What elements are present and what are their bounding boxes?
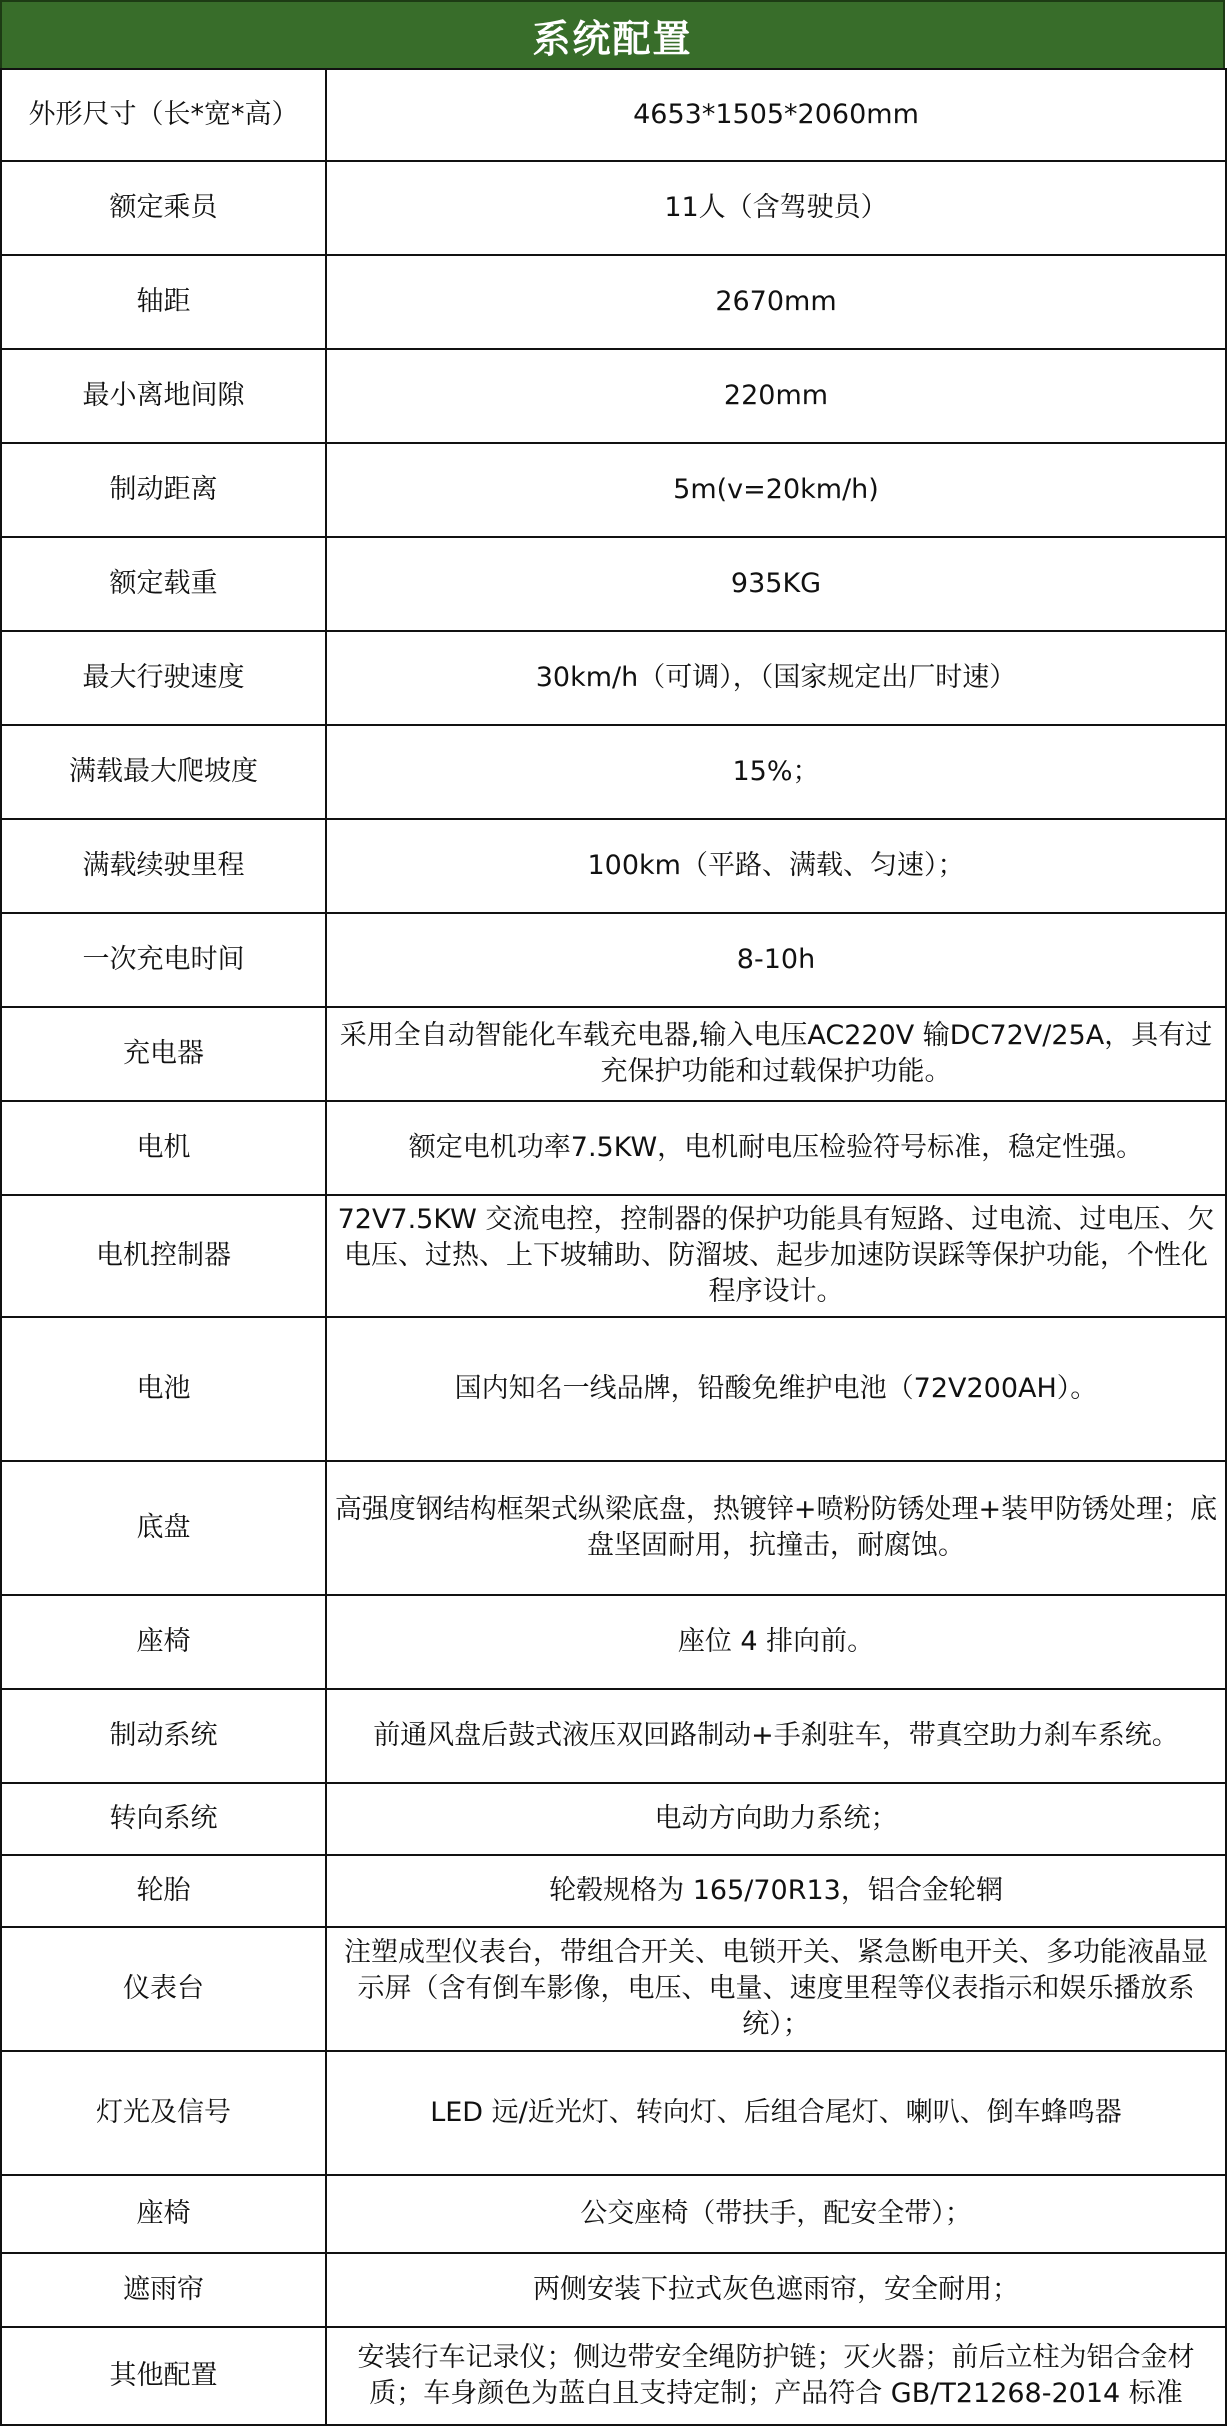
spec-label: 底盘 [1,1461,326,1595]
table-row [1,537,1226,631]
spec-label: 额定载重 [1,537,326,631]
spec-label: 电池 [1,1317,326,1461]
spec-label: 座椅 [1,2175,326,2253]
spec-label: 电机 [1,1101,326,1195]
spec-value: 4653*1505*2060mm [326,69,1226,161]
spec-value: 轮毂规格为 165/70R13，铝合金轮辋 [326,1855,1226,1927]
spec-value: 8-10h [326,913,1226,1007]
table-row [1,1855,1226,1927]
spec-value: 高强度钢结构框架式纵梁底盘，热镀锌+喷粉防锈处理+装甲防锈处理；底盘坚固耐用，抗撞击，耐腐蚀。 [326,1461,1226,1595]
spec-value: 座位 4 排向前。 [326,1595,1226,1689]
spec-label: 外形尺寸（长*宽*高） [1,69,326,161]
spec-label: 制动距离 [1,443,326,537]
table-row [1,2051,1226,2175]
spec-value: 2670mm [326,255,1226,349]
spec-value: 100km（平路、满载、匀速）； [326,819,1226,913]
spec-value: 30km/h（可调），（国家规定出厂时速） [326,631,1226,725]
table-row [1,1927,1226,2051]
table-row [1,725,1226,819]
spec-value: 电动方向助力系统； [326,1783,1226,1855]
table-row [1,2175,1226,2253]
spec-table [0,68,1227,2426]
spec-label: 一次充电时间 [1,913,326,1007]
spec-value: 公交座椅（带扶手，配安全带）； [326,2175,1226,2253]
table-row [1,1689,1226,1783]
table-row [1,2327,1226,2425]
spec-label: 遮雨帘 [1,2253,326,2327]
spec-label: 充电器 [1,1007,326,1101]
table-row [1,1595,1226,1689]
spec-label: 最小离地间隙 [1,349,326,443]
spec-value: 注塑成型仪表台，带组合开关、电锁开关、紧急断电开关、多功能液晶显示屏（含有倒车影像，电压、电量、速度里程等仪表指示和娱乐播放系统）； [326,1927,1226,2051]
spec-label: 最大行驶速度 [1,631,326,725]
spec-label: 满载续驶里程 [1,819,326,913]
spec-value: 两侧安装下拉式灰色遮雨帘，安全耐用； [326,2253,1226,2327]
table-row [1,443,1226,537]
table-row [1,1461,1226,1595]
table-row [1,819,1226,913]
table-row [1,1195,1226,1317]
spec-value: 935KG [326,537,1226,631]
table-row [1,69,1226,161]
table-title: 系统配置 [0,0,1225,70]
spec-label: 其他配置 [1,2327,326,2425]
spec-value: 安装行车记录仪；侧边带安全绳防护链；灭火器；前后立柱为铝合金材质；车身颜色为蓝白且支持定制；产品符合 GB/T21268-2014 标准 [326,2327,1226,2425]
spec-label: 仪表台 [1,1927,326,2051]
spec-label: 制动系统 [1,1689,326,1783]
spec-label: 轴距 [1,255,326,349]
spec-label: 座椅 [1,1595,326,1689]
spec-value: 采用全自动智能化车载充电器,输入电压AC220V 输DC72V/25A，具有过充保护功能和过载保护功能。 [326,1007,1226,1101]
spec-value: LED 远/近光灯、转向灯、后组合尾灯、喇叭、倒车蜂鸣器 [326,2051,1226,2175]
spec-value: 国内知名一线品牌，铅酸免维护电池（72V200AH）。 [326,1317,1226,1461]
spec-label: 灯光及信号 [1,2051,326,2175]
spec-label: 转向系统 [1,1783,326,1855]
table-row [1,1317,1226,1461]
spec-value: 前通风盘后鼓式液压双回路制动+手刹驻车，带真空助力刹车系统。 [326,1689,1226,1783]
table-row [1,2253,1226,2327]
table-row [1,913,1226,1007]
spec-value: 额定电机功率7.5KW，电机耐电压检验符号标准，稳定性强。 [326,1101,1226,1195]
table-row [1,1783,1226,1855]
table-row [1,349,1226,443]
spec-label: 电机控制器 [1,1195,326,1317]
spec-value: 220mm [326,349,1226,443]
spec-label: 额定乘员 [1,161,326,255]
table-row [1,1101,1226,1195]
table-row [1,1007,1226,1101]
spec-value: 5m(v=20km/h) [326,443,1226,537]
table-row [1,631,1226,725]
table-row [1,161,1226,255]
spec-value: 11人（含驾驶员） [326,161,1226,255]
table-row [1,255,1226,349]
spec-table-body [1,69,1226,2425]
spec-label: 满载最大爬坡度 [1,725,326,819]
spec-value: 15%； [326,725,1226,819]
spec-value: 72V7.5KW 交流电控，控制器的保护功能具有短路、过电流、过电压、欠电压、过热、上下坡辅助、防溜坡、起步加速防误踩等保护功能，个性化程序设计。 [326,1195,1226,1317]
spec-label: 轮胎 [1,1855,326,1927]
